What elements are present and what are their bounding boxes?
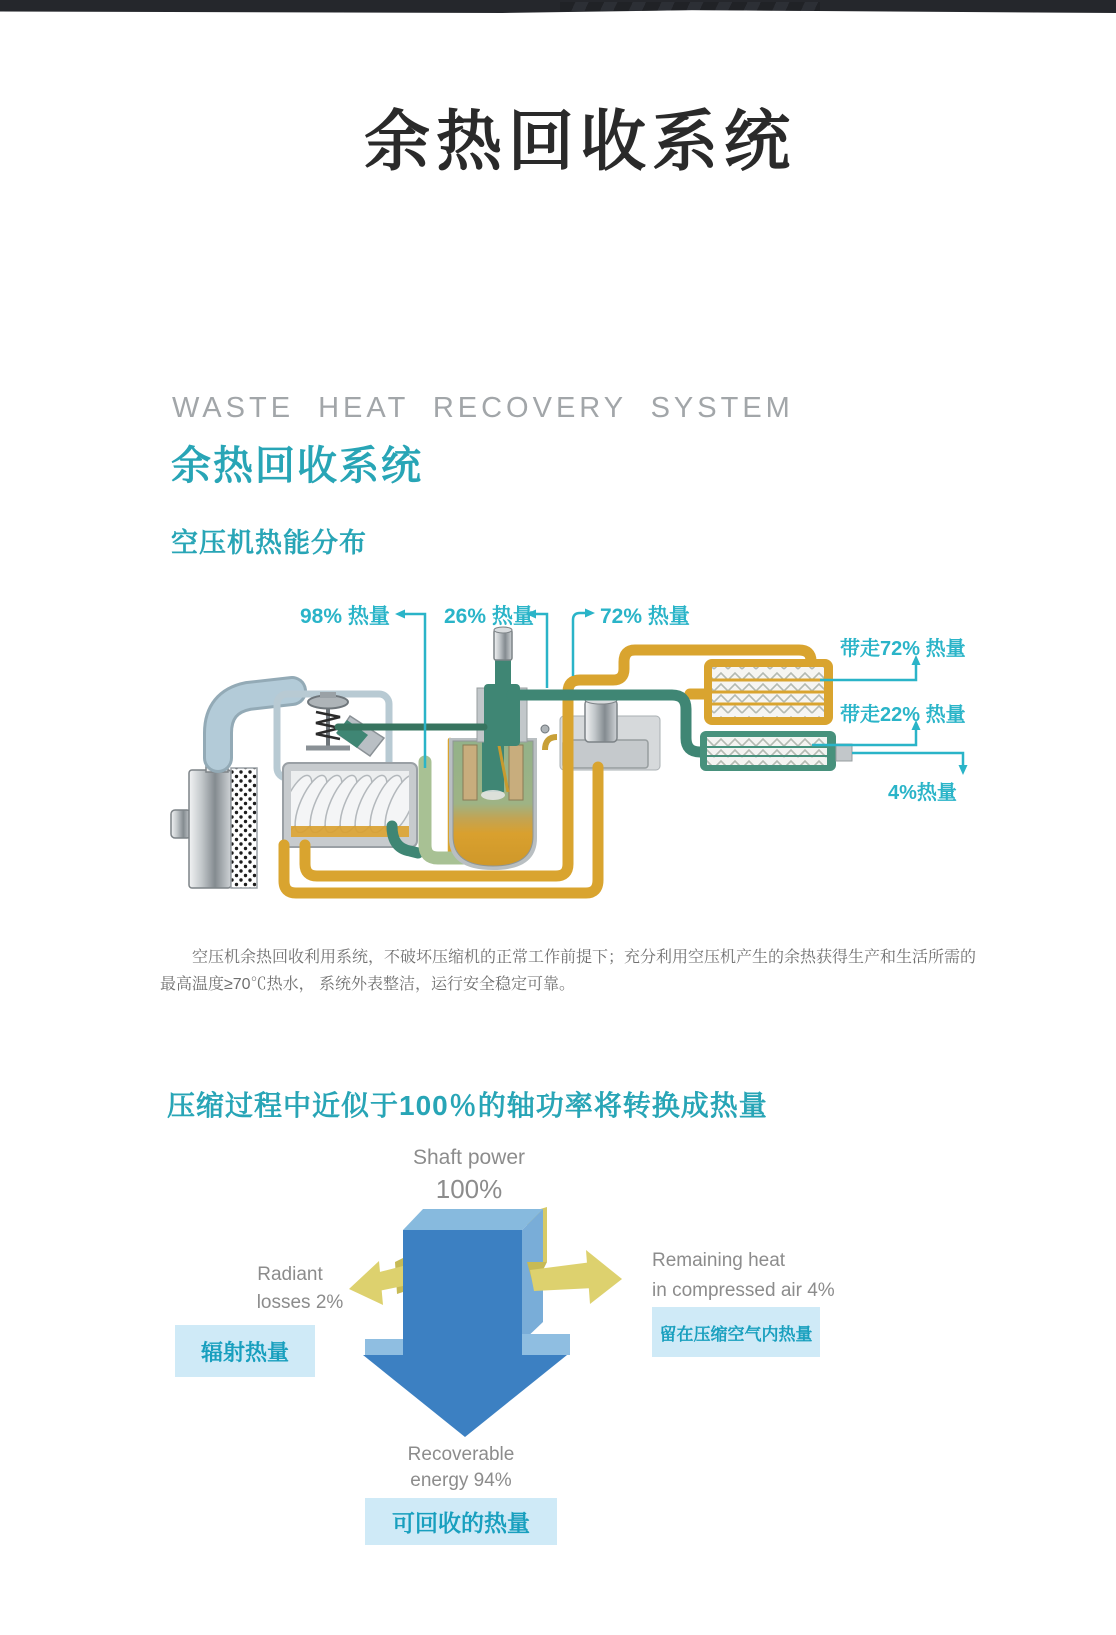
remaining-heat-line2: in compressed air 4% [652,1280,835,1301]
radiant-losses-line1: Radiant [257,1264,323,1285]
label-take-22: 带走22% 热量 [840,704,966,726]
label-heat-4: 4%热量 [888,782,957,804]
recoverable-line1: Recoverable [407,1444,515,1465]
section-heading-en: WASTE HEAT RECOVERY SYSTEM [172,392,794,424]
page-title: 余热回收系统 [364,104,796,178]
section-heading-cn: 余热回收系统 [171,444,423,488]
shaft-power-label: Shaft power [412,1146,526,1169]
airend-screw [274,763,423,847]
aftercooler [700,731,852,771]
oil-cooler [704,659,833,725]
section2-title: 压缩过程中近似于100％的轴功率将转换成热量 [167,1090,768,1121]
label-heat-98: 98% 热量 [300,605,390,628]
description-paragraph: 空压机余热回收利用系统，不破坏压缩机的正常工作前提下；充分利用空压机产生的余热获得生产和生活所需的最高温度≥70℃热水， 系统外表整洁，运行安全稳定可靠。 [160,949,977,993]
top-banner [0,0,1116,13]
remaining-heat-box: 留在压缩空气内热量 [652,1307,820,1357]
subsection-title: 空压机热能分布 [171,528,367,558]
radiant-heat-box: 辐射热量 [175,1325,315,1377]
shaft-power-value: 100% [435,1174,503,1204]
recoverable-line2: energy 94% [410,1470,512,1491]
tread-pattern [560,2,820,11]
oil-filter-block [560,696,660,770]
compressor-heat-diagram [0,560,1116,910]
down-arrow-3d [363,1209,570,1437]
radiant-losses-line2: losses 2% [256,1292,344,1313]
label-take-72: 带走72% 热量 [840,638,966,660]
separator-tank [449,627,557,870]
recoverable-heat-box: 可回收的热量 [365,1498,557,1545]
remaining-heat-line1: Remaining heat [652,1250,786,1271]
label-heat-72: 72% 热量 [600,605,690,628]
label-heat-26: 26% 热量 [444,605,534,628]
